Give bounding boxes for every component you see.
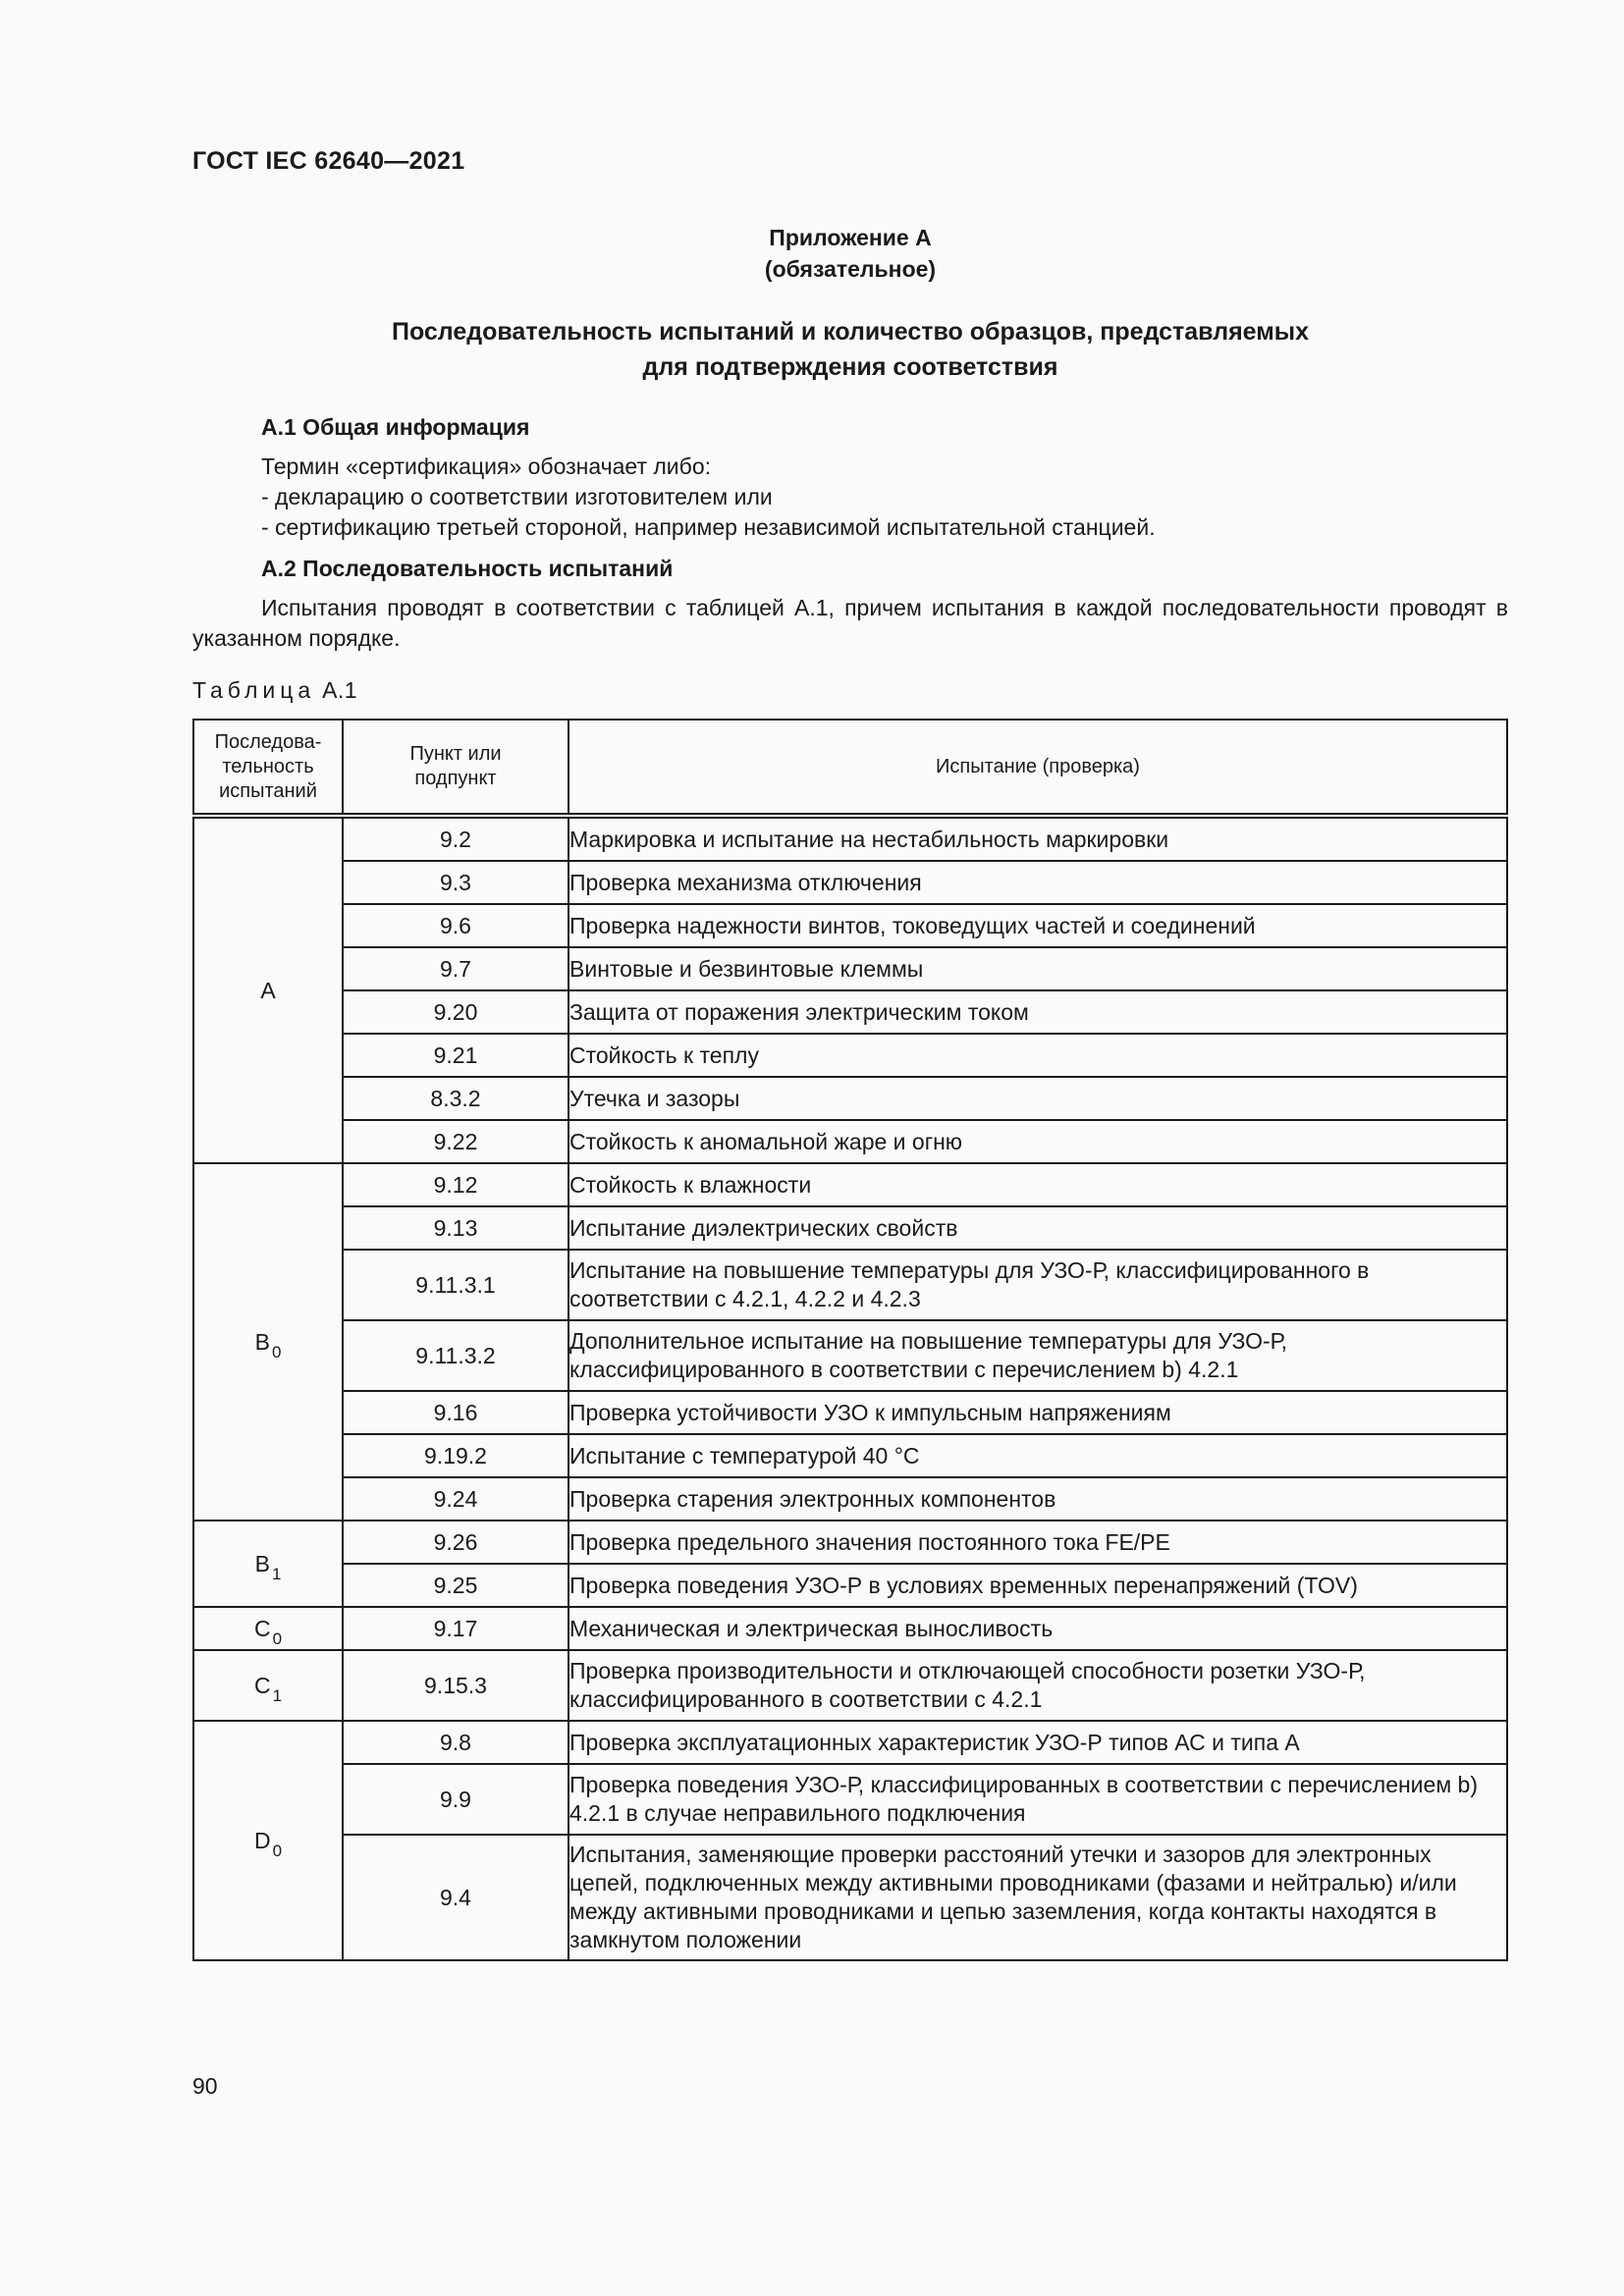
clause-cell: 9.26 — [343, 1521, 568, 1564]
sequence-subscript: 1 — [271, 1564, 282, 1583]
clause-cell: 9.21 — [343, 1034, 568, 1077]
section-a2-text: Испытания проводят в соответствии с таблицей А.1, причем испытания в каждой последовательности проводят в указанном порядке. — [192, 595, 1508, 651]
test-cell: Проверка механизма отключения — [568, 861, 1507, 904]
test-cell: Утечка и зазоры — [568, 1077, 1507, 1120]
table-row — [193, 1650, 1507, 1721]
page-number: 90 — [192, 2073, 218, 2099]
table-row — [193, 1521, 1507, 1564]
table-row — [193, 1835, 1507, 1960]
sequence-letter: B — [254, 1550, 270, 1576]
clause-cell: 9.11.3.1 — [343, 1250, 568, 1320]
table-row — [193, 1721, 1507, 1764]
table-caption-number: А.1 — [322, 677, 358, 703]
test-cell: Механическая и электрическая выносливость — [568, 1607, 1507, 1650]
test-sequence-table — [192, 719, 1508, 1961]
table-row — [193, 1564, 1507, 1607]
clause-cell: 9.6 — [343, 904, 568, 947]
test-cell: Испытания, заменяющие проверки расстояний утечки и зазоров для электронных цепей, подключенных между активными проводниками (фазами и нейтралью) и/или между активными проводниками и цепью заземления, когда контакты находятся в замкнутом положении — [568, 1835, 1507, 1960]
test-cell: Проверка старения электронных компонентов — [568, 1477, 1507, 1521]
table-row — [193, 1764, 1507, 1835]
clause-cell: 8.3.2 — [343, 1077, 568, 1120]
clause-cell: 9.16 — [343, 1391, 568, 1434]
clause-cell: 9.20 — [343, 990, 568, 1034]
header-sequence: Последова- тельность испытаний — [193, 720, 343, 816]
test-cell: Проверка производительности и отключающей способности розетки УЗО-Р, классифицированного в соответствии с 4.2.1 — [568, 1650, 1507, 1721]
table-row — [193, 904, 1507, 947]
body-text — [192, 412, 1508, 654]
clause-cell: 9.19.2 — [343, 1434, 568, 1477]
test-cell: Проверка эксплуатационных характеристик УЗО-Р типов АС и типа А — [568, 1721, 1507, 1764]
clause-cell: 9.22 — [343, 1120, 568, 1163]
section-a1-heading: А.1 Общая информация — [261, 414, 530, 440]
clause-cell: 9.7 — [343, 947, 568, 990]
table-row — [193, 1391, 1507, 1434]
clause-cell: 9.15.3 — [343, 1650, 568, 1721]
sequence-letter: C — [253, 1615, 271, 1641]
table-row — [193, 990, 1507, 1034]
sequence-cell — [193, 1721, 343, 1960]
sequence-subscript: 0 — [271, 1342, 282, 1362]
document-header: ГОСТ IEC 62640—2021 — [192, 147, 465, 175]
sequence-subscript: 1 — [272, 1685, 283, 1705]
table-row — [193, 861, 1507, 904]
test-cell: Испытание с температурой 40 °С — [568, 1434, 1507, 1477]
clause-cell: 9.13 — [343, 1206, 568, 1250]
section-a1-item: - декларацию о соответствии изготовителем или — [261, 484, 773, 509]
test-cell: Дополнительное испытание на повышение температуры для УЗО-Р, классифицированного в соответствии с перечислением b) 4.2.1 — [568, 1320, 1507, 1391]
table-row — [193, 1607, 1507, 1650]
test-cell: Проверка устойчивости УЗО к импульсным напряжениям — [568, 1391, 1507, 1434]
table-row — [193, 1477, 1507, 1521]
test-cell: Проверка надежности винтов, токоведущих частей и соединений — [568, 904, 1507, 947]
test-cell: Защита от поражения электрическим током — [568, 990, 1507, 1034]
section-a2-heading: А.2 Последовательность испытаний — [261, 556, 674, 581]
sequence-letter: А — [260, 977, 276, 1003]
annex-main-title-line1: Последовательность испытаний и количество образцов, представляемых — [391, 318, 1309, 346]
sequence-cell — [193, 1650, 343, 1721]
table-row — [193, 1163, 1507, 1206]
clause-cell: 9.8 — [343, 1721, 568, 1764]
sequence-cell — [193, 1521, 343, 1607]
test-cell: Стойкость к теплу — [568, 1034, 1507, 1077]
sequence-subscript: 0 — [272, 1629, 283, 1648]
annex-heading — [192, 222, 1508, 285]
table-caption — [192, 677, 357, 704]
annex-title: Приложение А — [769, 225, 932, 250]
table-row — [193, 1077, 1507, 1120]
sequence-letter: D — [253, 1827, 271, 1853]
sequence-subscript: 0 — [272, 1841, 283, 1860]
test-cell: Проверка поведения УЗО-Р в условиях временных перенапряжений (TOV) — [568, 1564, 1507, 1607]
section-a1-item: - сертификацию третьей стороной, например независимой испытательной станцией. — [261, 514, 1156, 540]
clause-cell: 9.17 — [343, 1607, 568, 1650]
annex-main-title — [192, 314, 1508, 385]
test-cell: Проверка поведения УЗО-Р, классифицированных в соответствии с перечислением b) 4.2.1 в случае неправильного подключения — [568, 1764, 1507, 1835]
table-caption-word: Таблица — [192, 677, 316, 703]
sequence-cell — [193, 1163, 343, 1521]
table-row — [193, 816, 1507, 861]
clause-cell: 9.4 — [343, 1835, 568, 1960]
test-cell: Испытание диэлектрических свойств — [568, 1206, 1507, 1250]
header-test: Испытание (проверка) — [568, 720, 1507, 816]
section-a1-intro: Термин «сертификация» обозначает либо: — [261, 454, 712, 479]
test-cell: Проверка предельного значения постоянного тока FE/PE — [568, 1521, 1507, 1564]
table-row — [193, 1034, 1507, 1077]
table-row — [193, 1206, 1507, 1250]
header-clause: Пункт или подпункт — [343, 720, 568, 816]
clause-cell: 9.11.3.2 — [343, 1320, 568, 1391]
table-row — [193, 1250, 1507, 1320]
clause-cell: 9.25 — [343, 1564, 568, 1607]
table-row — [193, 1320, 1507, 1391]
clause-cell: 9.3 — [343, 861, 568, 904]
annex-main-title-line2: для подтверждения соответствия — [642, 353, 1058, 381]
sequence-cell — [193, 816, 343, 1163]
sequence-letter: C — [253, 1672, 271, 1698]
table-row — [193, 1120, 1507, 1163]
table-row — [193, 947, 1507, 990]
clause-cell: 9.9 — [343, 1764, 568, 1835]
test-cell: Винтовые и безвинтовые клеммы — [568, 947, 1507, 990]
annex-status: (обязательное) — [764, 256, 937, 282]
test-cell: Испытание на повышение температуры для УЗО-Р, классифицированного в соответствии с 4.2.1, 4.2.2 и 4.2.3 — [568, 1250, 1507, 1320]
clause-cell: 9.12 — [343, 1163, 568, 1206]
table-row — [193, 1434, 1507, 1477]
clause-cell: 9.24 — [343, 1477, 568, 1521]
sequence-letter: B — [254, 1328, 270, 1355]
test-cell: Стойкость к влажности — [568, 1163, 1507, 1206]
test-cell: Стойкость к аномальной жаре и огню — [568, 1120, 1507, 1163]
sequence-cell — [193, 1607, 343, 1650]
clause-cell: 9.2 — [343, 816, 568, 861]
test-cell: Маркировка и испытание на нестабильность маркировки — [568, 816, 1507, 861]
